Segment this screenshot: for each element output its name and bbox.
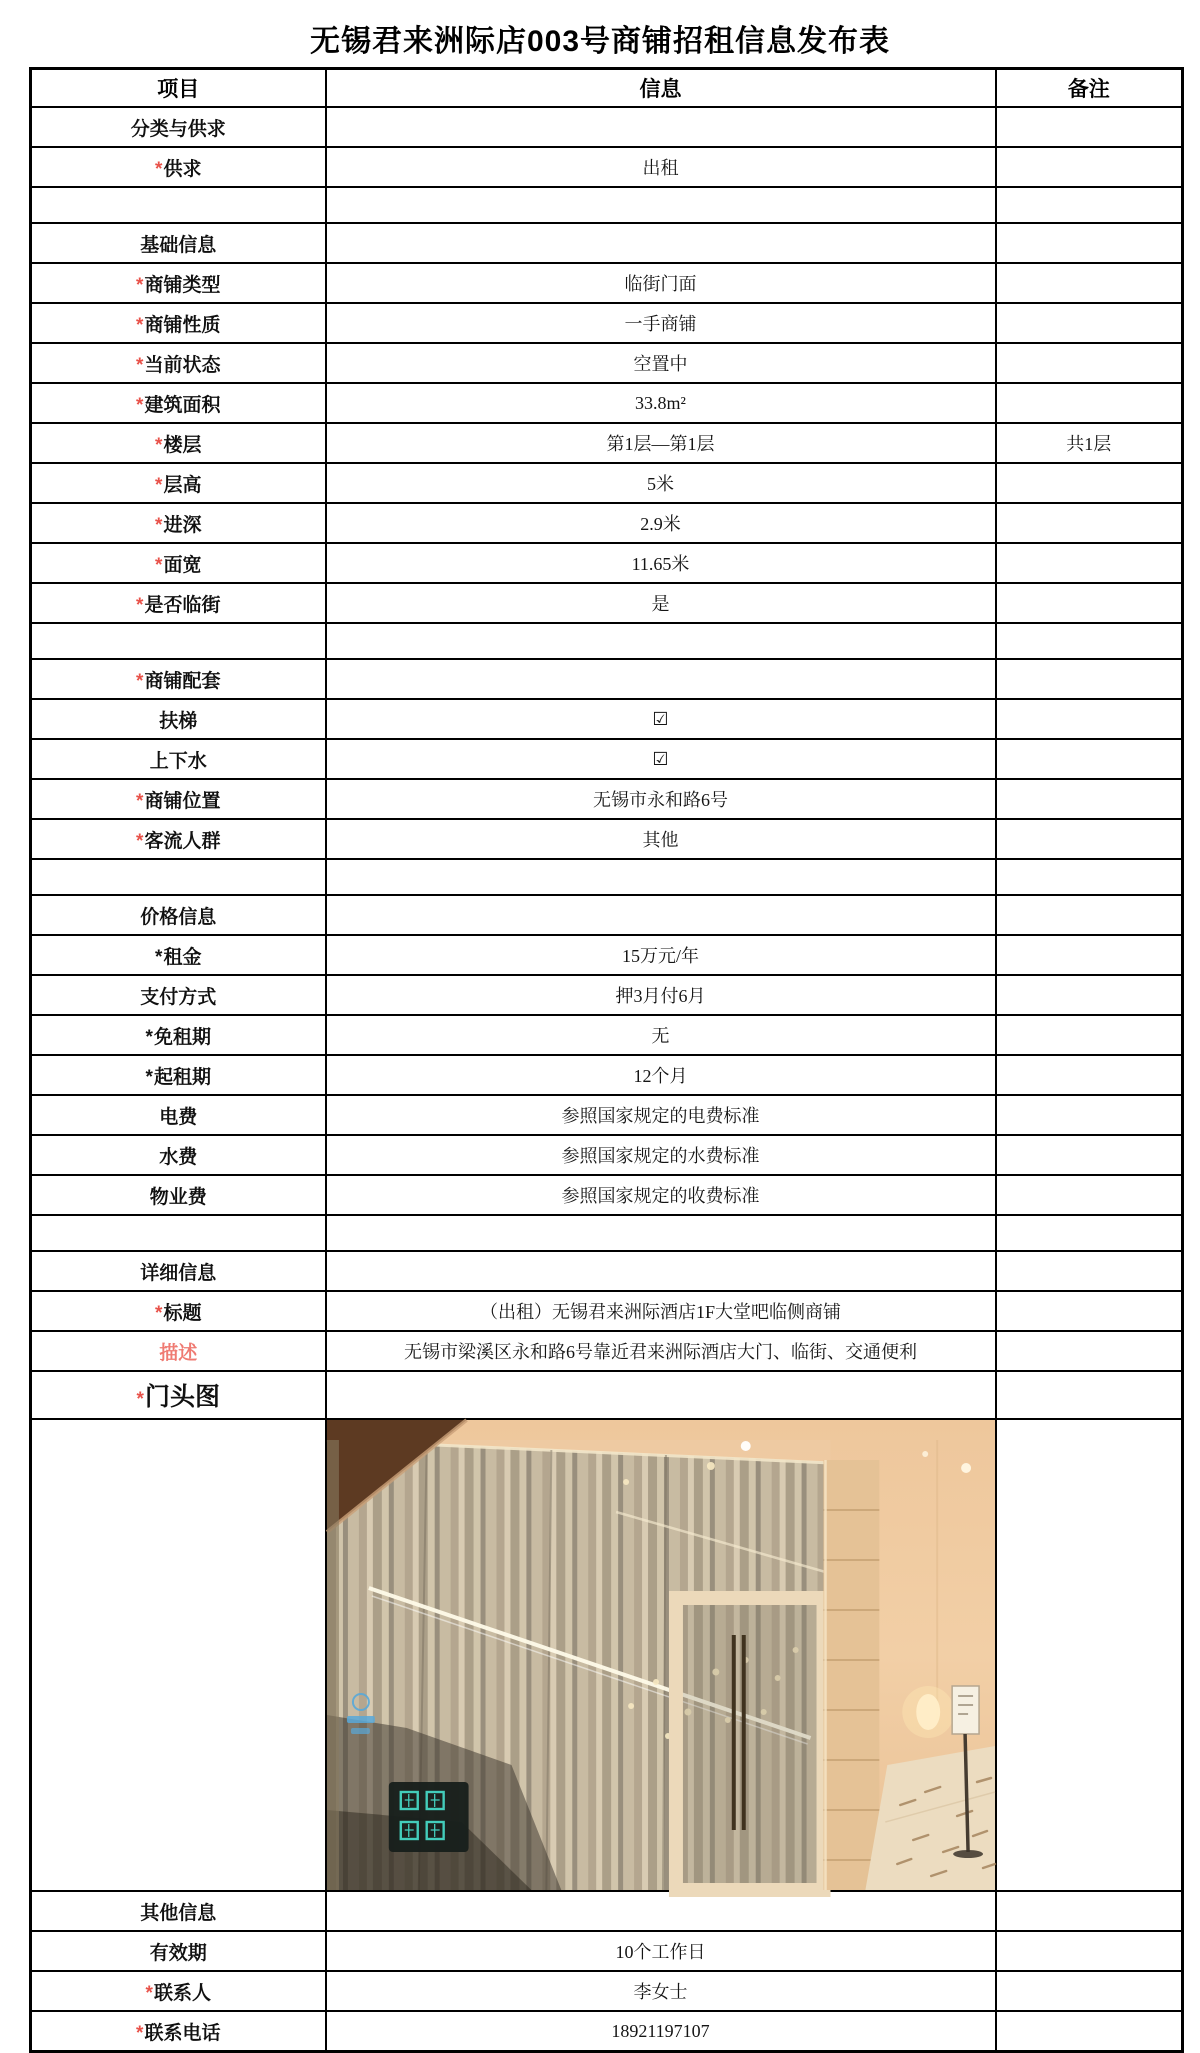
remark-cell	[996, 2011, 1183, 2052]
remark-cell	[996, 779, 1183, 819]
field-label-cell	[31, 463, 326, 503]
checked-checkbox-icon: ☑	[652, 748, 669, 769]
required-star: *	[155, 946, 163, 968]
required-star: *	[155, 474, 163, 496]
empty-cell	[326, 187, 996, 223]
empty-cell	[31, 623, 326, 659]
remark-cell	[996, 699, 1183, 739]
remark-cell	[996, 303, 1183, 343]
field-value: 临街门面	[624, 274, 697, 294]
field-value-cell	[326, 819, 996, 859]
field-value-cell	[326, 1371, 996, 1419]
row-electricity-fee	[31, 1095, 1183, 1135]
field-label: 电费	[159, 1106, 198, 1128]
required-star: *	[136, 1389, 144, 1410]
section-label-cell	[31, 107, 326, 147]
col-header-item: 项目	[31, 69, 326, 108]
empty-cell	[996, 623, 1183, 659]
required-star: *	[136, 274, 144, 296]
field-label: 起租期	[153, 1066, 211, 1088]
required-star: *	[136, 354, 144, 376]
row-water-supply	[31, 739, 1183, 779]
field-value: 参照国家规定的收费标准	[561, 1186, 760, 1206]
field-label: 客流人群	[144, 830, 221, 852]
remark-cell	[996, 1251, 1183, 1291]
required-star: *	[136, 830, 144, 852]
section-label: 基础信息	[140, 234, 217, 256]
remark-cell	[996, 1331, 1183, 1371]
row-water-fee	[31, 1135, 1183, 1175]
field-label-cell	[31, 1055, 326, 1095]
remark-cell	[996, 463, 1183, 503]
field-value-cell	[326, 1095, 996, 1135]
row-contact-person	[31, 1971, 1183, 2011]
empty-row	[31, 623, 1183, 659]
section-label: 商铺配套	[144, 670, 221, 692]
field-value: 是	[651, 594, 670, 614]
field-value: 11.65米	[631, 554, 690, 574]
remark-cell	[996, 1055, 1183, 1095]
section-row-classification	[31, 107, 1183, 147]
field-label-cell	[31, 1175, 326, 1215]
field-value: 33.8m²	[635, 392, 686, 413]
field-label-cell	[31, 503, 326, 543]
field-label-cell	[31, 975, 326, 1015]
remark-cell	[996, 147, 1183, 187]
field-value: 押3月付6月	[615, 986, 706, 1006]
field-value-cell	[326, 739, 996, 779]
field-label: 联系电话	[144, 2022, 221, 2044]
required-star: *	[136, 2022, 144, 2044]
col-header-remark: 备注	[996, 69, 1183, 108]
field-label-cell	[31, 1095, 326, 1135]
field-label-cell	[31, 383, 326, 423]
empty-cell	[996, 859, 1183, 895]
field-label-cell	[31, 779, 326, 819]
row-validity-period	[31, 1931, 1183, 1971]
section-label: 其他信息	[140, 1902, 217, 1924]
field-label-cell	[31, 2011, 326, 2052]
row-building-area	[31, 383, 1183, 423]
field-label: 租金	[163, 946, 202, 968]
remark-cell	[996, 1291, 1183, 1331]
field-value-cell	[326, 1055, 996, 1095]
row-depth	[31, 503, 1183, 543]
empty-cell	[996, 1215, 1183, 1251]
field-value: 18921197107	[611, 2020, 710, 2041]
field-value-cell	[326, 543, 996, 583]
field-label: 门头图	[144, 1383, 220, 1411]
field-label-cell	[31, 935, 326, 975]
field-value: 2.9米	[640, 514, 681, 534]
required-star: *	[136, 790, 144, 812]
field-label: 扶梯	[159, 710, 198, 732]
field-value-cell	[326, 1251, 996, 1291]
section-row-other-info	[31, 1891, 1183, 1931]
storefront-photo	[327, 1420, 995, 1890]
remark-cell	[996, 1135, 1183, 1175]
field-value: 参照国家规定的水费标准	[561, 1146, 760, 1166]
empty-cell	[31, 1215, 326, 1251]
row-property-fee	[31, 1175, 1183, 1215]
required-star: *	[136, 594, 144, 616]
required-star: *	[145, 1066, 153, 1088]
field-value-cell	[326, 1175, 996, 1215]
required-star: *	[155, 554, 163, 576]
remark-cell	[996, 503, 1183, 543]
field-value-cell	[326, 583, 996, 623]
row-rent-free-period	[31, 1015, 1183, 1055]
row-current-status	[31, 343, 1183, 383]
required-star: *	[136, 394, 144, 416]
field-value-cell	[326, 1291, 996, 1331]
required-star: *	[155, 514, 163, 536]
remark-cell	[996, 895, 1183, 935]
header-row	[31, 69, 1183, 108]
field-value: 一手商铺	[624, 314, 697, 334]
field-value-cell	[326, 659, 996, 699]
row-customer-flow	[31, 819, 1183, 859]
field-value-cell	[326, 463, 996, 503]
remark-cell	[996, 583, 1183, 623]
field-value-cell	[326, 423, 996, 463]
row-street-facing	[31, 583, 1183, 623]
field-label-cell	[31, 303, 326, 343]
field-value: 李女士	[633, 1982, 688, 2002]
remark-cell	[996, 343, 1183, 383]
section-label-cell	[31, 1251, 326, 1291]
field-label: 标题	[163, 1302, 202, 1324]
field-value: 无	[651, 1026, 670, 1046]
field-value-cell	[326, 303, 996, 343]
row-escalator	[31, 699, 1183, 739]
field-value-cell	[326, 2011, 996, 2052]
required-star: *	[145, 1982, 153, 2004]
remark-value: 共1层	[1066, 434, 1112, 454]
empty-cell	[31, 187, 326, 223]
field-label-cell	[31, 583, 326, 623]
field-value-cell	[326, 1135, 996, 1175]
section-label: 价格信息	[140, 906, 217, 928]
field-label: 面宽	[163, 554, 202, 576]
field-label: 当前状态	[144, 354, 221, 376]
required-star: *	[155, 434, 163, 456]
field-value: 12个月	[633, 1066, 688, 1086]
remark-cell	[996, 1175, 1183, 1215]
section-label-cell	[31, 895, 326, 935]
field-value-cell	[326, 779, 996, 819]
row-min-lease-term	[31, 1055, 1183, 1095]
field-value-cell	[326, 1891, 996, 1931]
empty-cell	[326, 623, 996, 659]
section-row-detail-info	[31, 1251, 1183, 1291]
row-rent	[31, 935, 1183, 975]
remark-cell	[996, 819, 1183, 859]
required-star: *	[145, 1026, 153, 1048]
field-label-cell	[31, 1015, 326, 1055]
empty-cell	[31, 1419, 326, 1891]
field-label: 商铺位置	[144, 790, 221, 812]
field-value: 无锡市永和路6号	[593, 790, 728, 810]
remark-cell	[996, 107, 1183, 147]
section-row-basic-info	[31, 223, 1183, 263]
remark-cell	[996, 1931, 1183, 1971]
field-label-cell	[31, 1331, 326, 1371]
field-value-cell	[326, 1931, 996, 1971]
row-shop-type	[31, 263, 1183, 303]
field-label: 联系人	[153, 1982, 211, 2004]
field-label-cell	[31, 1135, 326, 1175]
field-label: 支付方式	[140, 986, 217, 1008]
field-value-cell	[326, 1971, 996, 2011]
remark-cell	[996, 739, 1183, 779]
field-label-cell	[31, 1971, 326, 2011]
field-value-cell	[326, 935, 996, 975]
field-value: 第1层—第1层	[606, 434, 715, 454]
field-value-cell	[326, 895, 996, 935]
field-label: 物业费	[149, 1186, 207, 1208]
empty-row	[31, 187, 1183, 223]
field-value: 参照国家规定的电费标准	[561, 1106, 760, 1126]
section-label: 详细信息	[140, 1262, 217, 1284]
row-supply-demand	[31, 147, 1183, 187]
field-label-cell	[31, 147, 326, 187]
required-star: *	[136, 670, 144, 692]
remark-cell	[996, 1095, 1183, 1135]
field-value-cell	[326, 223, 996, 263]
field-label-cell	[31, 1371, 326, 1419]
required-star: *	[136, 314, 144, 336]
row-description	[31, 1331, 1183, 1371]
field-label: 水费	[159, 1146, 198, 1168]
field-label: 是否临街	[144, 594, 221, 616]
row-shop-location	[31, 779, 1183, 819]
remark-cell	[996, 1015, 1183, 1055]
page-title: 无锡君来洲际店003号商铺招租信息发布表	[309, 25, 891, 58]
field-label: 上下水	[149, 750, 207, 772]
row-floor	[31, 423, 1183, 463]
empty-cell	[31, 859, 326, 895]
empty-row	[31, 1215, 1183, 1251]
empty-cell	[326, 859, 996, 895]
field-label: 进深	[163, 514, 202, 536]
field-label: 有效期	[149, 1942, 207, 1964]
row-contact-phone	[31, 2011, 1183, 2052]
rental-info-table	[29, 67, 1184, 2053]
field-label: 商铺性质	[144, 314, 221, 336]
remark-cell	[996, 263, 1183, 303]
field-value-cell	[326, 503, 996, 543]
field-label-cell	[31, 699, 326, 739]
remark-cell	[996, 975, 1183, 1015]
field-value: 出租	[642, 158, 679, 178]
field-label: 楼层	[163, 434, 202, 456]
field-value: 其他	[642, 830, 679, 850]
required-star: *	[155, 158, 163, 180]
required-star: *	[155, 1302, 163, 1324]
field-label-cell	[31, 819, 326, 859]
empty-row	[31, 859, 1183, 895]
remark-cell	[996, 223, 1183, 263]
remark-cell	[996, 1971, 1183, 2011]
section-row-shop-facilities	[31, 659, 1183, 699]
field-value-cell	[326, 975, 996, 1015]
row-payment-method	[31, 975, 1183, 1015]
row-frontage-width	[31, 543, 1183, 583]
field-value-cell	[326, 699, 996, 739]
field-label: 免租期	[153, 1026, 211, 1048]
field-value: 10个工作日	[615, 1942, 706, 1962]
field-label: 建筑面积	[144, 394, 221, 416]
section-label-cell	[31, 223, 326, 263]
field-value: 15万元/年	[621, 946, 699, 966]
field-label: 商铺类型	[144, 274, 221, 296]
empty-cell	[326, 1215, 996, 1251]
row-shop-nature	[31, 303, 1183, 343]
row-storefront-photo-label	[31, 1371, 1183, 1419]
section-label-cell	[31, 659, 326, 699]
field-label-cell	[31, 543, 326, 583]
field-label-cell	[31, 343, 326, 383]
field-value: 5米	[647, 474, 674, 494]
col-header-info: 信息	[326, 69, 996, 108]
section-label-cell	[31, 1891, 326, 1931]
section-row-price-info	[31, 895, 1183, 935]
field-label-cell	[31, 263, 326, 303]
field-label-cell	[31, 1931, 326, 1971]
empty-cell	[996, 1419, 1183, 1891]
remark-cell	[996, 935, 1183, 975]
section-label: 分类与供求	[130, 118, 226, 140]
field-value: 空置中	[633, 354, 688, 374]
field-value-cell	[326, 147, 996, 187]
field-label-cell	[31, 1291, 326, 1331]
field-value-cell	[326, 383, 996, 423]
empty-cell	[996, 187, 1183, 223]
remark-cell	[996, 659, 1183, 699]
remark-cell	[996, 1371, 1183, 1419]
remark-cell	[996, 383, 1183, 423]
field-label-cell	[31, 739, 326, 779]
field-value-cell	[326, 343, 996, 383]
field-value: 无锡市梁溪区永和路6号靠近君来洲际酒店大门、临街、交通便利	[404, 1342, 917, 1362]
photo-cell	[326, 1419, 996, 1891]
row-floor-height	[31, 463, 1183, 503]
field-value-cell	[326, 1331, 996, 1371]
remark-cell	[996, 423, 1183, 463]
remark-cell	[996, 543, 1183, 583]
field-label: 层高	[163, 474, 202, 496]
checked-checkbox-icon: ☑	[652, 708, 669, 729]
row-storefront-photo	[31, 1419, 1183, 1891]
remark-cell	[996, 1891, 1183, 1931]
field-value: （出租）无锡君来洲际酒店1F大堂吧临侧商铺	[479, 1302, 841, 1322]
field-value-cell	[326, 263, 996, 303]
field-label-cell	[31, 423, 326, 463]
field-label: 供求	[163, 158, 202, 180]
row-listing-title	[31, 1291, 1183, 1331]
field-value-cell	[326, 1015, 996, 1055]
field-label: 描述	[159, 1342, 198, 1364]
field-value-cell	[326, 107, 996, 147]
